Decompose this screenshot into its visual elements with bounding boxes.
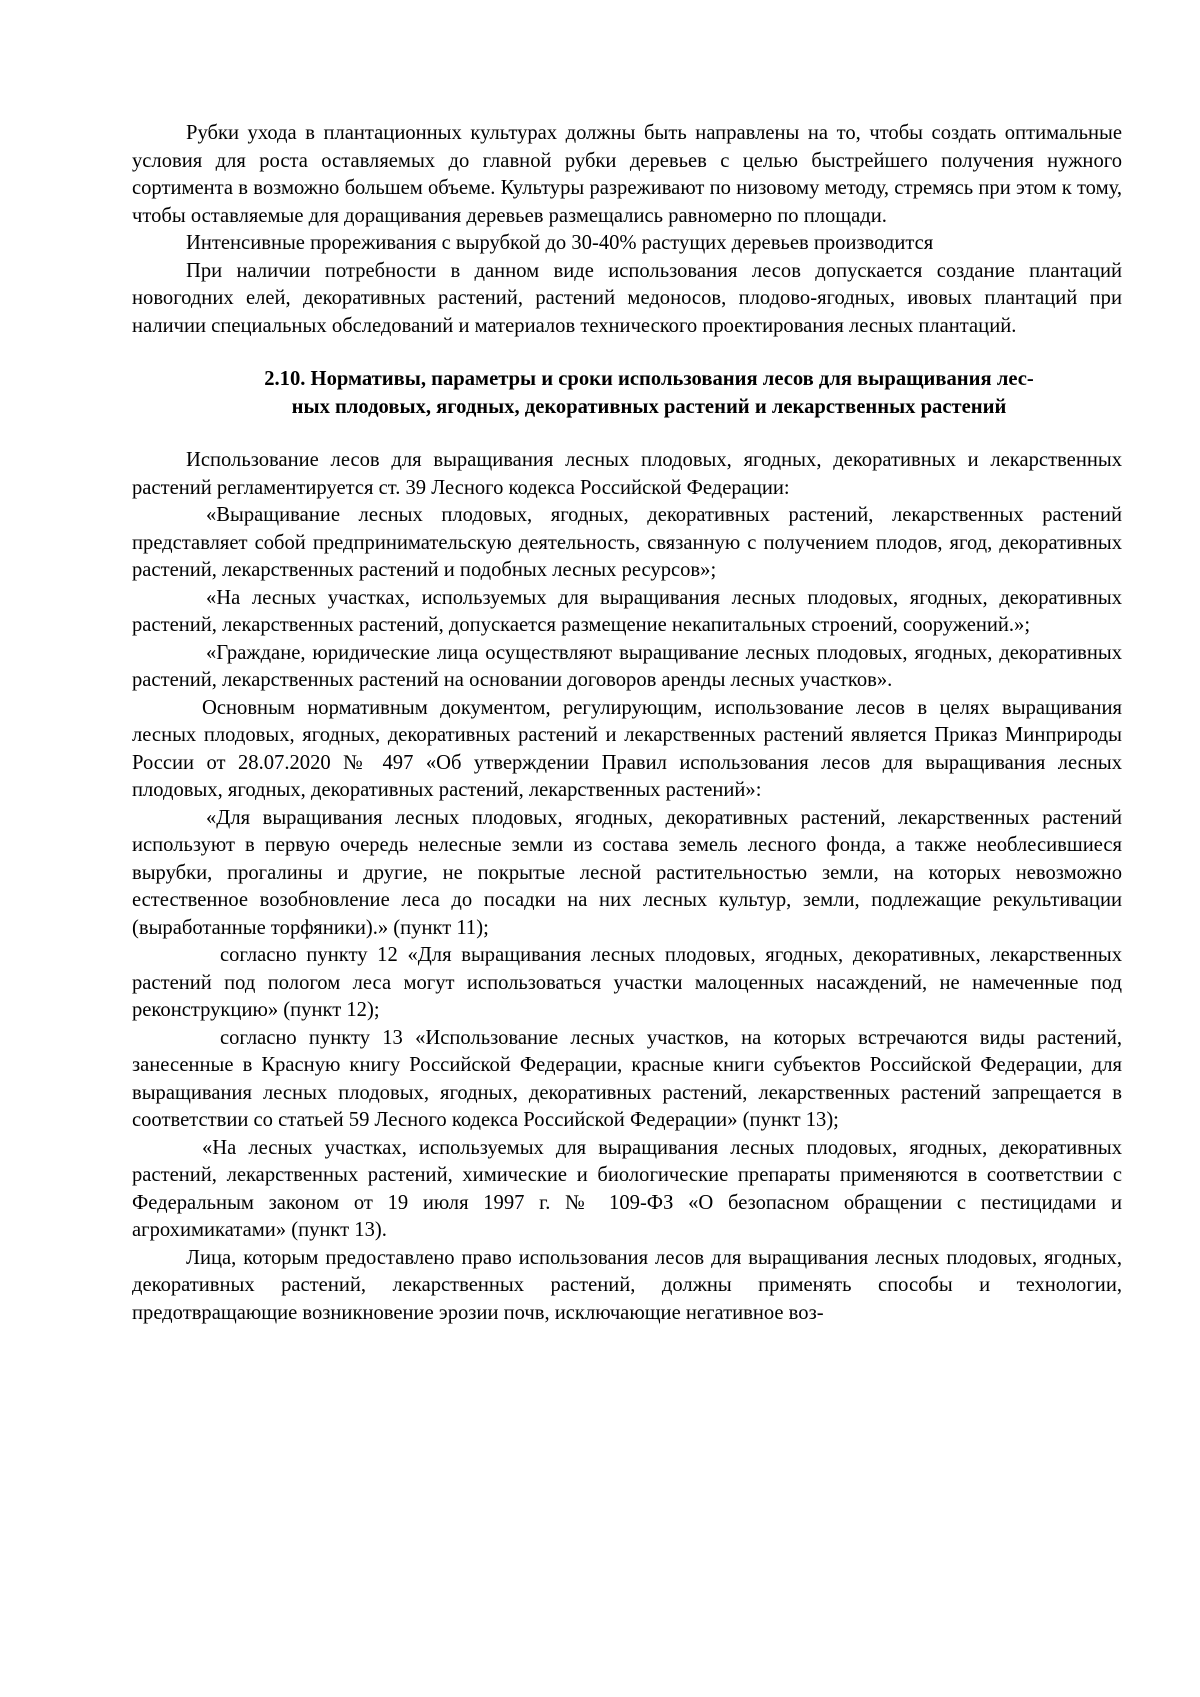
paragraph-main-regulation: Основным нормативным документом, регулирующим, использование лесов в целях выращивания лесных плодовых, ягодных, декоративных растений и лекарственных растений является Приказ Минприроды России от 28.07.2020 № 497 «Об утверждении Правил использования лесов для выращивания лесных плодовых, ягодных, декоративных растений, лекарственных растений»: bbox=[132, 696, 1122, 801]
paragraph-forest-code-reference: Использование лесов для выращивания лесных плодовых, ягодных, декоративных и лекарственных растений регламентируется ст. 39 Лесного кодекса Российской Федерации: bbox=[132, 449, 1122, 499]
paragraph-quote-structures: «На лесных участках, используемых для выращивания лесных плодовых, ягодных, декоративных растений, лекарственных растений, допускается размещение некапитальных строений, сооружений.»; bbox=[132, 586, 1122, 636]
paragraph-intensive-thinning: Интенсивные прореживания с вырубкой до 30-40% растущих деревьев производится bbox=[186, 232, 934, 254]
paragraph-quote-lease: «Граждане, юридические лица осуществляют выращивание лесных плодовых, ягодных, декоративных растений, лекарственных растений на основании договоров аренды лесных участков». bbox=[132, 641, 1122, 691]
section-heading-line-2: ных плодовых, ягодных, декоративных растений и лекарственных растений bbox=[291, 395, 1007, 418]
document-page bbox=[132, 120, 1122, 1327]
paragraph-plantation-creation: При наличии потребности в данном виде использования лесов допускается создание плантаций новогодних елей, декоративных растений, растений медоносов, плодово-ягодных, ивовых плантаций при наличии специальных обследований и материалов технического проектирования лесных плантаций. bbox=[132, 259, 1122, 337]
paragraph-point-13-red-book: согласно пункту 13 «Использование лесных участков, на которых встречаются виды растений, занесенные в Красную книгу Российской Федерации, красные книги субъектов Российской Федерации, для выращивания лесных плодовых, ягодных, декоративных растений, лекарственных растений запрещается в соответствии со статьей 59 Лесного кодекса Российской Федерации» (пункт 13); bbox=[132, 1026, 1122, 1131]
paragraph-thinning-purpose: Рубки ухода в плантационных культурах должны быть направлены на то, чтобы создать оптимальные условия для роста оставляемых до главной рубки деревьев с целью быстрейшего получения нужного сортимента в возможно большем объеме. Культуры разреживают по низовому методу, стремясь при этом к тому, чтобы оставляемые для доращивания деревьев размещались равномерно по площади. bbox=[132, 122, 1122, 227]
paragraph-point-13-chemicals: «На лесных участках, используемых для выращивания лесных плодовых, ягодных, декоративных растений, лекарственных растений, химические и биологические препараты применяются в соответствии с Федеральным законом от 19 июля 1997 г. № 109-ФЗ «О безопасном обращении с пестицидами и агрохимикатами» (пункт 13). bbox=[132, 1136, 1122, 1241]
paragraph-erosion-prevention: Лица, которым предоставлено право использования лесов для выращивания лесных плодовых, ягодных, декоративных растений, лекарственных растений, должны применять способы и технологии, предотвращающие возникновение эрозии почв, исключающие негативное воз- bbox=[132, 1246, 1122, 1324]
paragraph-point-12: согласно пункту 12 «Для выращивания лесных плодовых, ягодных, декоративных, лекарственных растений под пологом леса могут использоваться участки малоценных насаждений, не намеченные под реконструкцию» (пункт 12); bbox=[132, 944, 1122, 1021]
paragraph-quote-cultivation: «Выращивание лесных плодовых, ягодных, декоративных растений, лекарственных растений представляет собой предпринимательскую деятельность, связанную с получением плодов, ягод, декоративных растений, лекарственных растений и подобных лесных ресурсов»; bbox=[132, 504, 1122, 581]
section-heading bbox=[132, 366, 1122, 421]
paragraph-point-11: «Для выращивания лесных плодовых, ягодных, декоративных растений, лекарственных растений используют в первую очередь нелесные земли из состава земель лесного фонда, а также необлесившиеся вырубки, прогалины и другие, не покрытые лесной растительностью земли, на которых невозможно естественное возобновление леса до посадки на них лесных культур, земли, подлежащие рекультивации (выработанные торфяники).» (пункт 11); bbox=[132, 806, 1122, 939]
section-heading-line-1: 2.10. Нормативы, параметры и сроки использования лесов для выращивания лес- bbox=[264, 368, 1034, 390]
